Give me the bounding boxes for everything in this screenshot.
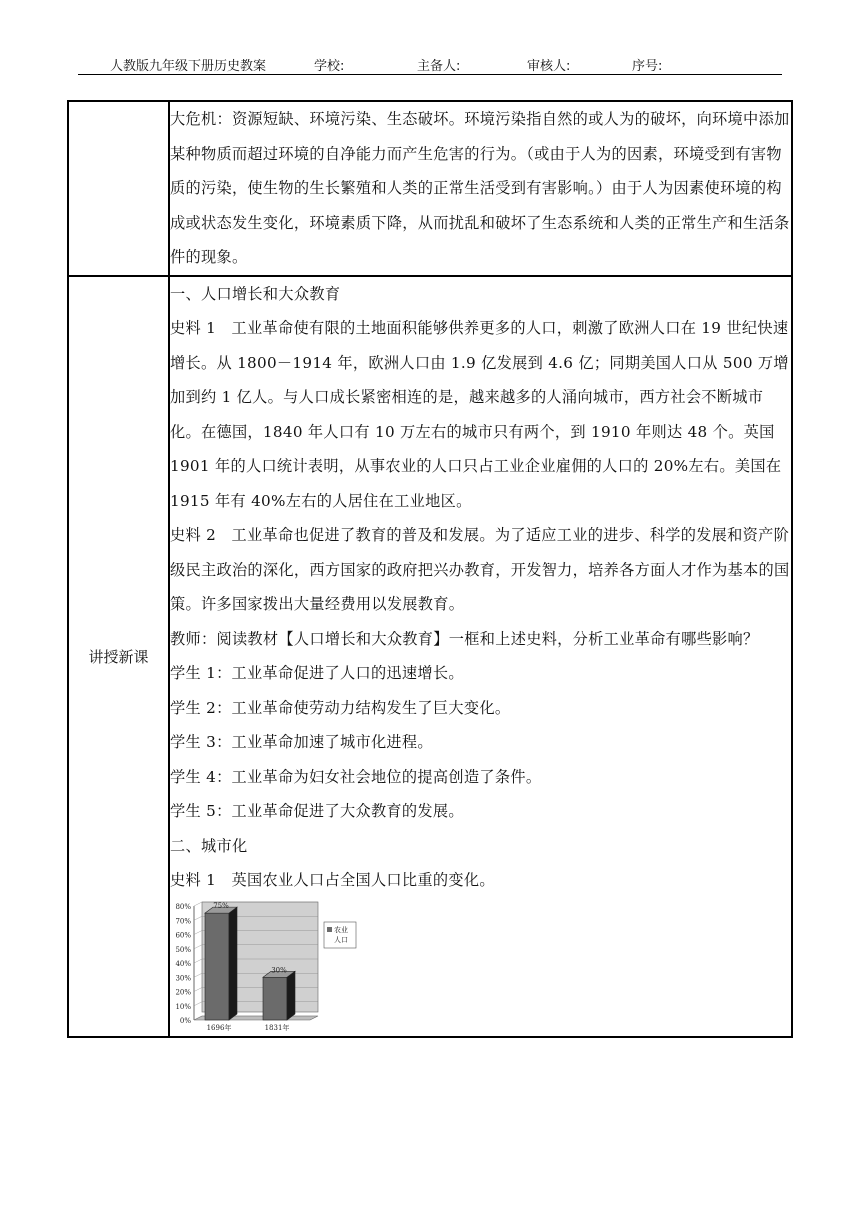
x-tick-label: 1696年 [206,1023,232,1032]
source-paragraph: 史料 1 英国农业人口占全国人口比重的变化。 [170,871,495,889]
bar [263,977,287,1020]
bar-chart-svg [170,900,370,1036]
gridline-side [194,902,202,906]
y-tick-label: 30% [175,973,191,982]
number-field: 序号: [632,59,663,74]
environment-paragraph: 大危机：资源短缺、环境污染、生态破坏。环境污染指自然的或人为的破坏，向环境中添加某种物质而超过环境的自净能力而产生危害的行为。（或由于人为的因素，环境受到有害物质的污染，使生物的生长繁殖和人类的正常生活受到有害影响。）由于人为因素使环境的构成或状态发生变化，环境素质下降，从而扰乱和破坏了生态系统和人类的正常生产和生活条件的现象。 [170,110,790,266]
student-answer: 学生 1：工业革命促进了人口的迅速增长。 [170,664,464,682]
doc-title: 人教版九年级下册历史教案 [110,59,267,74]
data-label: 75% [213,901,229,910]
student-answer: 学生 3：工业革命加速了城市化进程。 [170,733,433,751]
student-answer: 学生 4：工业革命为妇女社会地位的提高创造了条件。 [170,767,542,786]
source-paragraph: 史料 2 工业革命也促进了教育的普及和发展。为了适应工业的进步、科学的发展和资产阶级民主政治的深化，西方国家的政府把兴办教育，开发智力，培养各方面人才作为基本的国策。许多国家拨出大量经费用以发展教育。 [170,526,790,613]
y-tick-label: 10% [175,1002,191,1011]
y-tick-label: 60% [175,931,191,939]
preparer-field: 主备人: [417,59,461,74]
section-label: 讲授新课 [68,276,169,1037]
y-tick-label: 0% [179,1016,191,1025]
gridline-side [194,987,202,991]
data-label: 30% [271,965,287,974]
bar [205,913,229,1020]
section-heading: 一、人口增长和大众教育 [170,284,341,303]
y-tick-label: 20% [175,988,191,996]
student-answer: 学生 2：工业革命使劳动力结构发生了巨大变化。 [170,698,511,717]
section-heading: 二、城市化 [170,836,248,855]
table-row [68,276,792,1037]
table-row [68,101,792,276]
content-cell [169,101,792,276]
bar-side [287,971,295,1020]
legend-label: 人口 [334,935,348,944]
teacher-question: 教师：阅读教材【人口增长和大众教育】一框和上述史料，分析工业革命有哪些影响？ [170,629,759,648]
lesson-table [67,100,793,1038]
content-cell [169,276,792,1037]
gridline-side [194,1001,202,1005]
population-chart [170,900,370,1036]
source-paragraph: 史料 1 工业革命使有限的土地面积能够供养更多的人口，刺激了欧洲人口在 19 世纪快速增长。从 1800－1914 年，欧洲人口由 1.9 亿发展到 4.6 亿；同期美国人口从 500 万增加到约 1 亿人。与人口成长紧密相连的是，越来越多的人涌向城市，西方社会不断城市化。在德国，1840 年人口有 10 万左右的城市只有两个，到 1910 年则达 48 个。英国 1901 年的人口统计表明，从事农业的人口只占工业企业雇佣的人口的 20%左右。美国在 1915 年有 40%左右的人居住在工业地区。 [170,319,789,510]
y-tick-label: 70% [175,916,191,925]
gridline-side [194,959,202,963]
y-tick-label: 80% [175,902,191,911]
gridline-side [194,930,202,934]
x-tick-label: 1831年 [264,1023,290,1032]
gridline-side [194,973,202,977]
y-tick-label: 40% [175,959,191,968]
gridline-side [194,916,202,920]
legend-swatch [327,927,332,932]
legend-label: 农业 [334,925,348,934]
student-answer: 学生 5：工业革命促进了大众教育的发展。 [170,802,464,820]
bar-side [229,907,237,1020]
gridline-side [194,944,202,948]
reviewer-field: 审核人: [527,59,571,74]
y-tick-label: 50% [175,945,191,954]
empty-label-cell [68,101,169,276]
school-field: 学校: [314,59,345,74]
page-header [78,52,782,75]
